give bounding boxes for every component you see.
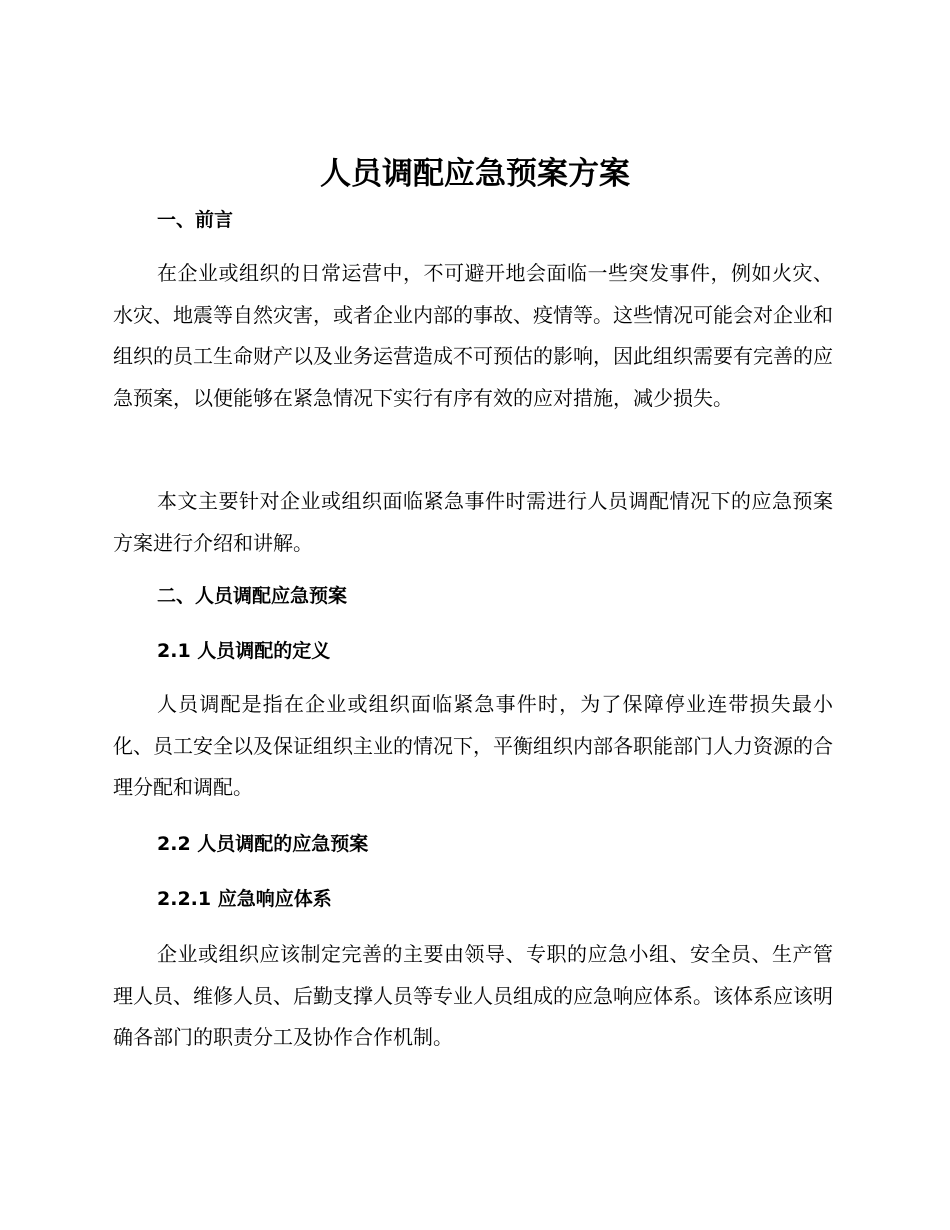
definition-paragraph: 人员调配是指在企业或组织面临紧急事件时，为了保障停业连带损失最小化、员工安全以及保证组织主业的情况下，平衡组织内部各职能部门人力资源的合理分配和调配。 (113, 692, 833, 799)
section-heading-plan: 二、人员调配应急预案 (157, 585, 348, 607)
section-heading-preface: 一、前言 (157, 209, 234, 231)
preface-paragraph-1: 在企业或组织的日常运营中，不可避开地会面临一些突发事件，例如火灾、水灾、地震等自然灾害，或者企业内部的事故、疫情等。这些情况可能会对企业和组织的员工生命财产以及业务运营造成不可预估的影响，因此组织需要有完善的应急预案，以便能够在紧急情况下实行有序有效的应对措施，减少损失。 (113, 261, 833, 410)
page-title: 人员调配应急预案方案 (320, 156, 630, 192)
preface-paragraph-2: 本文主要针对企业或组织面临紧急事件时需进行人员调配情况下的应急预案方案进行介绍和讲解。 (113, 489, 833, 555)
response-system-paragraph: 企业或组织应该制定完善的主要由领导、专职的应急小组、安全员、生产管理人员、维修人员、后勤支撑人员等专业人员组成的应急响应体系。该体系应该明确各部门的职责分工及协作合作机制。 (113, 942, 833, 1049)
subsection-heading-2-2: 2.2 人员调配的应急预案 (157, 833, 369, 855)
subsection-heading-2-1: 2.1 人员调配的定义 (157, 640, 331, 662)
subsection-heading-2-2-1: 2.2.1 应急响应体系 (157, 888, 332, 910)
